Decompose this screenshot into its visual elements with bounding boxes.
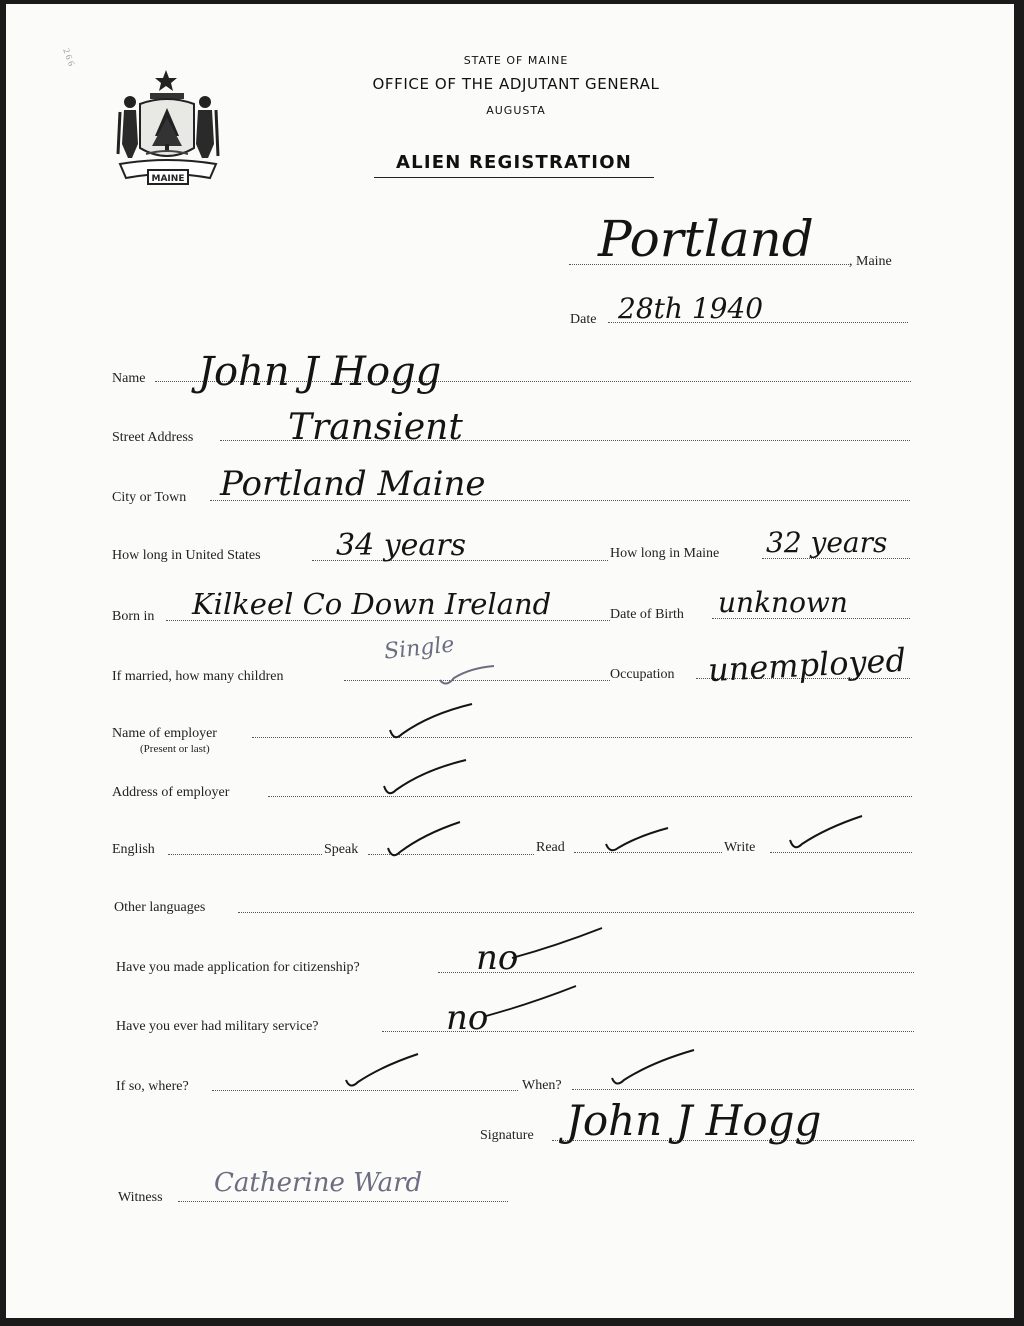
maine-years-value: 32 years <box>766 526 888 559</box>
street-label: Street Address <box>112 430 194 445</box>
employer-sublabel: (Present or last) <box>140 743 210 755</box>
city-label: City or Town <box>112 490 187 505</box>
military-label: Have you ever had military service? <box>116 1019 319 1034</box>
name-value: John J Hogg <box>198 349 442 395</box>
maine-years-label: How long in Maine <box>610 546 720 561</box>
state-heading: STATE OF MAINE <box>463 54 569 67</box>
town-suffix: , Maine <box>849 254 892 269</box>
where-label: If so, where? <box>116 1079 189 1094</box>
employer-address-check-icon <box>380 756 470 800</box>
occupation-value: unemployed <box>707 640 907 690</box>
citizenship-stroke-icon <box>506 924 606 964</box>
children-label: If married, how many children <box>112 669 284 684</box>
signature-value: John J Hogg <box>566 1096 822 1145</box>
employer-line <box>252 737 912 738</box>
english-line <box>168 854 322 855</box>
speak-check-icon <box>384 818 464 862</box>
corner-mark: 2 6 6 <box>61 46 77 68</box>
dob-label: Date of Birth <box>610 607 684 622</box>
born-label: Born in <box>112 609 155 624</box>
write-check-icon <box>786 812 866 854</box>
witness-line <box>178 1201 508 1202</box>
city-heading: AUGUSTA <box>486 104 546 117</box>
citizenship-label: Have you made application for citizenship? <box>116 960 360 975</box>
military-value: no <box>446 998 489 1038</box>
signature-label: Signature <box>480 1128 534 1143</box>
children-value: Single <box>382 632 456 665</box>
us-years-label: How long in United States <box>112 548 261 563</box>
seal-lettering: MAINE <box>151 174 185 184</box>
born-value: Kilkeel Co Down Ireland <box>192 587 552 621</box>
employer-check-icon <box>386 700 476 744</box>
date-label: Date <box>570 312 597 327</box>
office-heading: OFFICE OF THE ADJUTANT GENERAL <box>372 75 660 93</box>
city-value: Portland Maine <box>220 464 486 504</box>
where-check-icon <box>342 1050 422 1092</box>
write-label: Write <box>724 840 756 855</box>
children-check-icon <box>436 664 496 688</box>
title-underline <box>374 177 654 178</box>
when-check-icon <box>608 1046 698 1090</box>
witness-label: Witness <box>118 1190 163 1205</box>
us-years-value: 34 years <box>336 528 467 563</box>
speak-label: Speak <box>324 842 359 857</box>
street-value: Transient <box>288 407 463 448</box>
employer-address-line <box>268 796 912 797</box>
form-title: ALIEN REGISTRATION <box>396 152 632 173</box>
when-label: When? <box>522 1078 562 1093</box>
other-languages-line <box>238 912 914 913</box>
dob-value: unknown <box>718 586 848 619</box>
citizenship-value: no <box>476 938 519 978</box>
witness-value: Catherine Ward <box>214 1168 423 1198</box>
military-stroke-icon <box>480 982 580 1022</box>
english-label: English <box>112 842 155 857</box>
read-check-icon <box>602 824 672 856</box>
employer-address-label: Address of employer <box>112 785 230 800</box>
read-label: Read <box>536 840 565 855</box>
employer-label: Name of employer <box>112 726 217 741</box>
town-value: Portland <box>598 210 814 268</box>
date-value: 28th 1940 <box>618 292 764 325</box>
occupation-label: Occupation <box>610 667 675 682</box>
name-label: Name <box>112 371 146 386</box>
other-languages-label: Other languages <box>114 900 206 915</box>
form-sheet <box>6 4 1014 1318</box>
maine-seal-icon <box>110 66 230 191</box>
